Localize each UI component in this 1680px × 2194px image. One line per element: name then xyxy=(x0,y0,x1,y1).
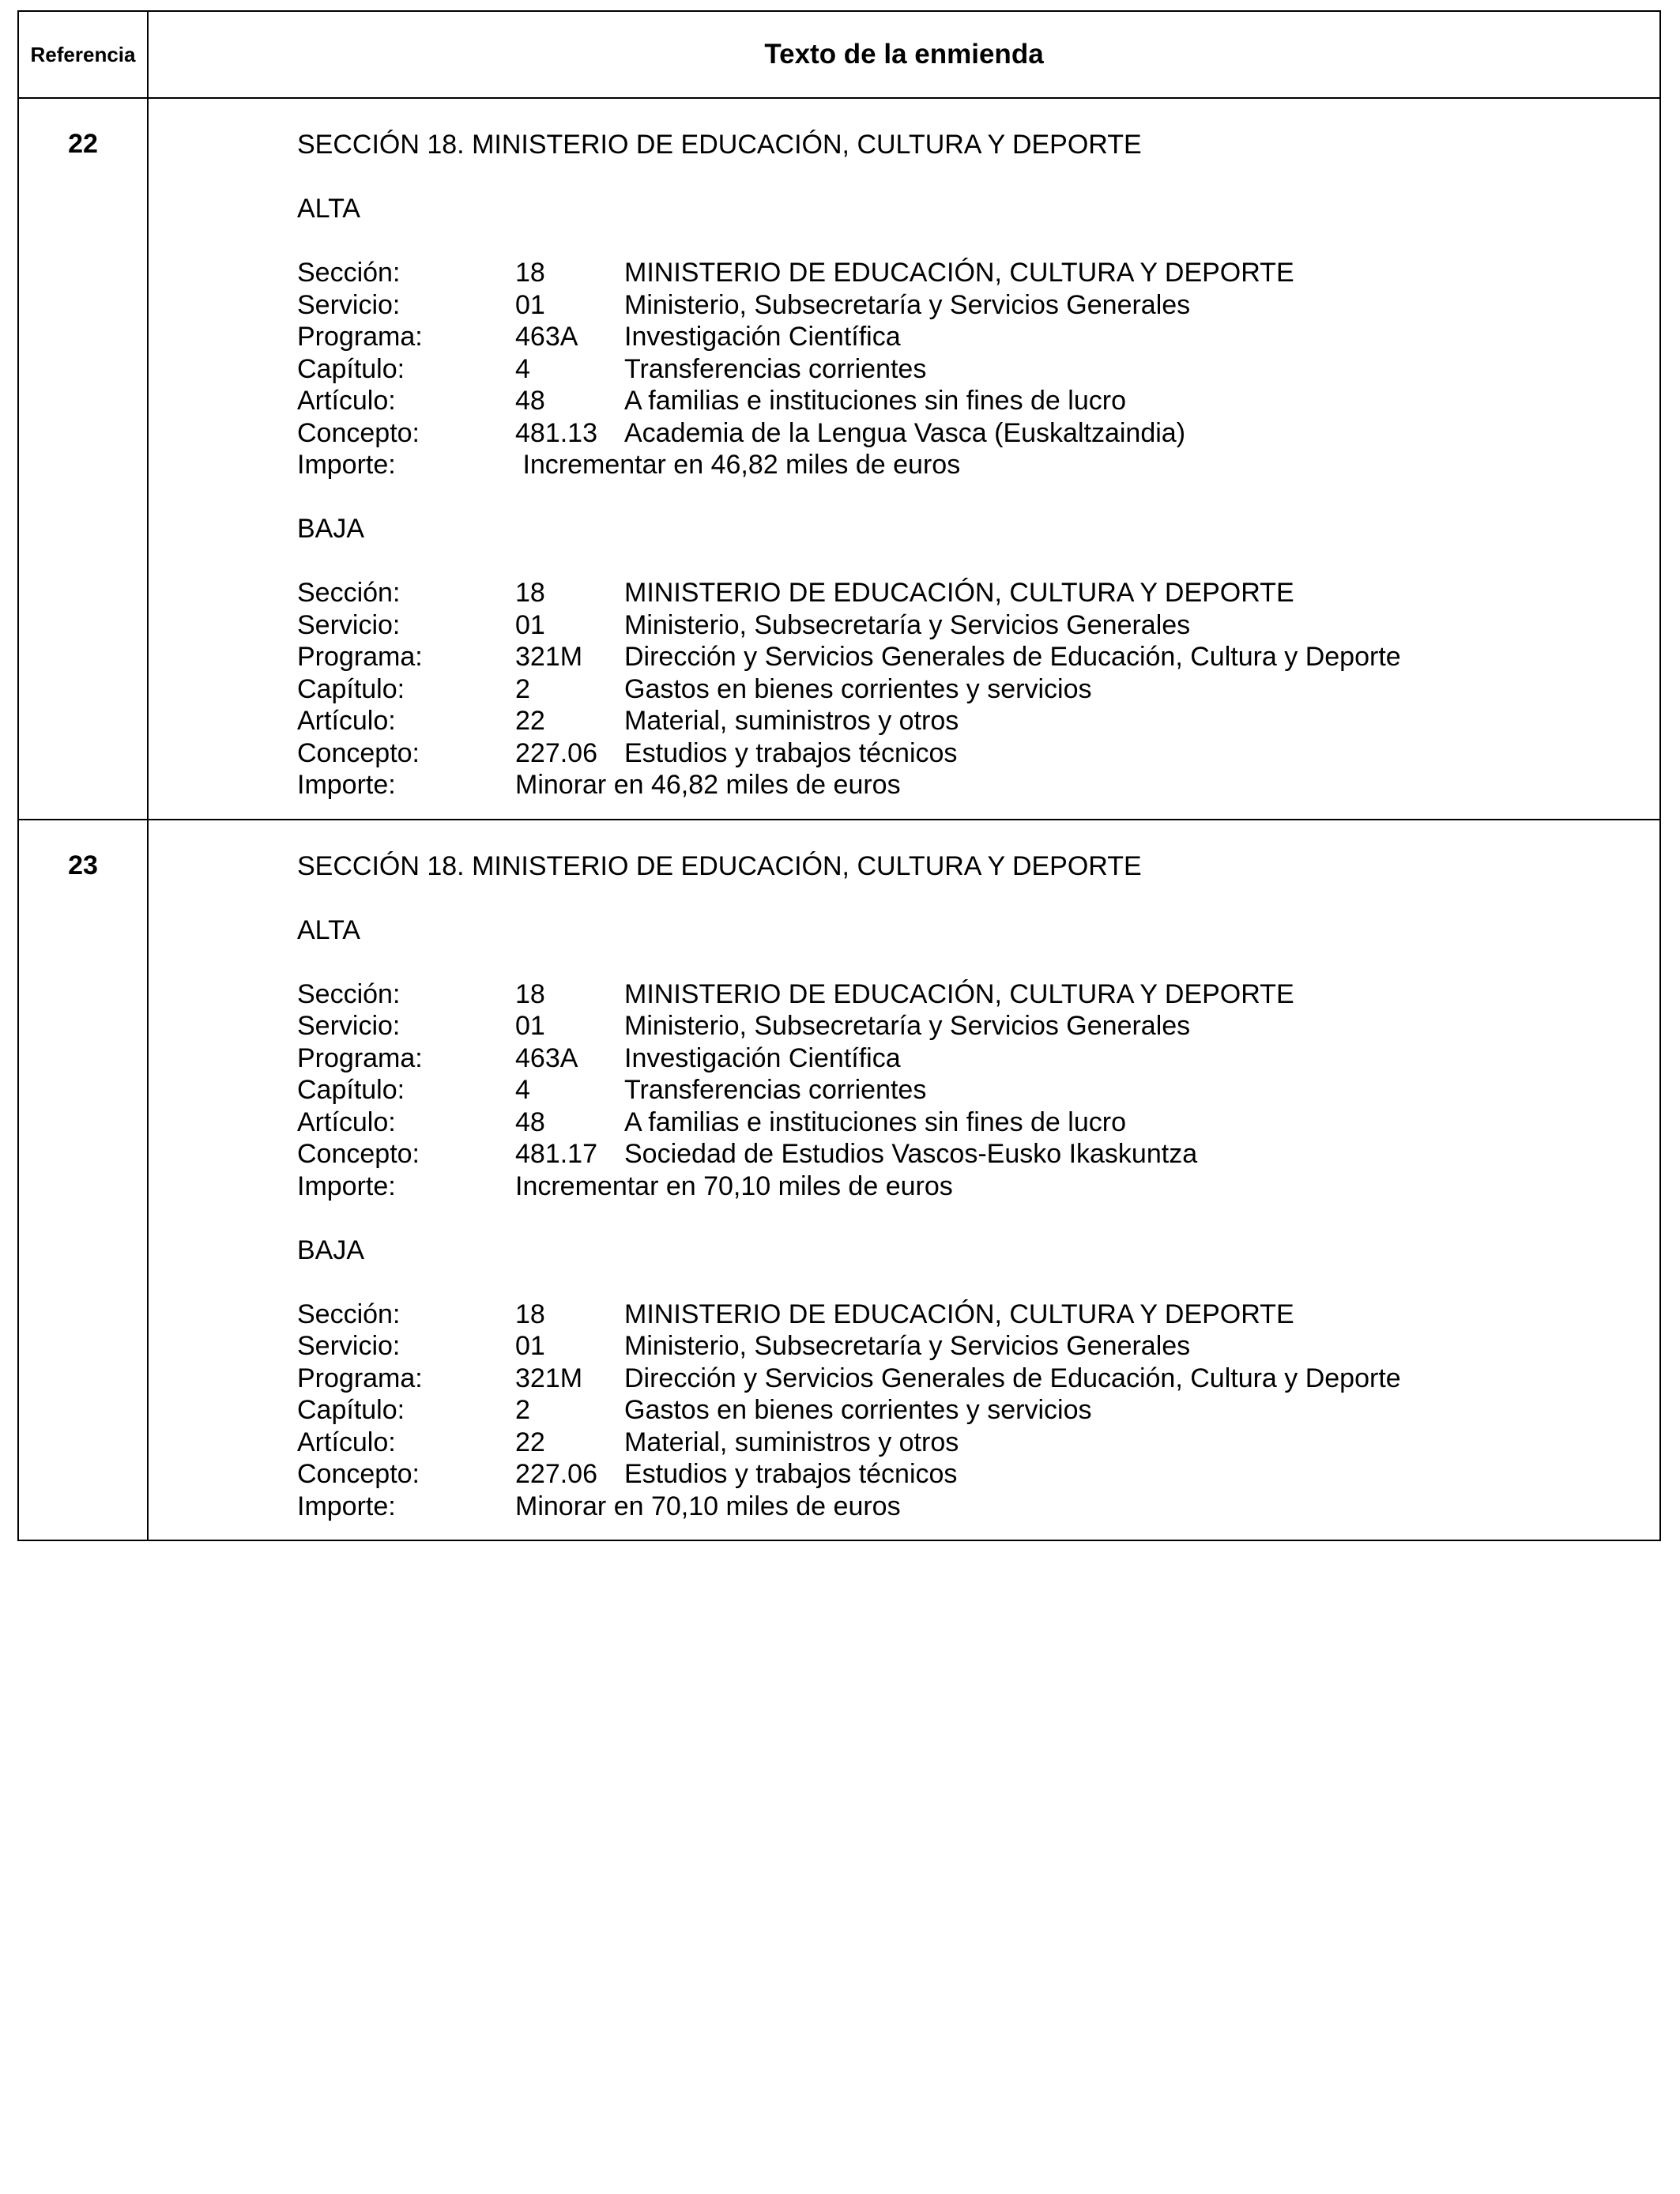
field-description: Material, suministros y otros xyxy=(624,1427,959,1457)
budget-field-row xyxy=(297,673,1659,706)
field-description: MINISTERIO DE EDUCACIÓN, CULTURA Y DEPORTE xyxy=(624,578,1294,608)
budget-field-row xyxy=(297,737,1659,770)
field-code: 01 xyxy=(515,1011,545,1041)
budget-field-row xyxy=(297,1458,1659,1491)
field-description: Sociedad de Estudios Vascos-Eusko Ikaskuntza xyxy=(624,1139,1198,1169)
field-label: Servicio: xyxy=(297,609,401,640)
amendment-text-cell xyxy=(148,98,1660,820)
budget-field-row xyxy=(297,1299,1659,1331)
field-label: Sección: xyxy=(297,1299,401,1329)
reference-number: 23 xyxy=(68,850,98,880)
field-description: MINISTERIO DE EDUCACIÓN, CULTURA Y DEPORTE xyxy=(624,258,1294,288)
importe-amount: Incrementar en 70,10 miles de euros xyxy=(515,1171,953,1201)
field-code: 01 xyxy=(515,1331,545,1361)
field-label: Capítulo: xyxy=(297,353,405,384)
field-code: 463A xyxy=(515,322,578,352)
field-label: Programa: xyxy=(297,1042,423,1073)
field-code: 18 xyxy=(515,258,545,288)
amendment-row xyxy=(18,820,1660,1541)
table-header-row xyxy=(18,11,1660,98)
field-code: 22 xyxy=(515,706,545,736)
field-code: 22 xyxy=(515,1427,545,1457)
field-code: 18 xyxy=(515,578,545,608)
field-label: Capítulo: xyxy=(297,1395,405,1425)
field-label: Artículo: xyxy=(297,706,396,736)
budget-field-row xyxy=(297,257,1659,289)
importe-amount: Minorar en 46,82 miles de euros xyxy=(515,770,901,800)
field-label: Servicio: xyxy=(297,1011,401,1041)
field-label: Programa: xyxy=(297,1363,423,1393)
field-label: Sección: xyxy=(297,258,401,288)
field-code: 48 xyxy=(515,1106,545,1137)
field-label: Sección: xyxy=(297,978,401,1009)
alta-label: ALTA xyxy=(297,914,360,945)
header-referencia: Referencia xyxy=(18,11,148,98)
importe-amount: Incrementar en 46,82 miles de euros xyxy=(515,450,961,480)
field-description: Investigación Científica xyxy=(624,1042,901,1073)
field-description: Estudios y trabajos técnicos xyxy=(624,1459,958,1489)
amendments-table xyxy=(17,10,1661,1541)
baja-label: BAJA xyxy=(297,1235,365,1265)
field-description: Ministerio, Subsecretaría y Servicios Generales xyxy=(624,1011,1191,1041)
importe-label: Importe: xyxy=(297,1491,396,1521)
budget-field-row xyxy=(297,609,1659,642)
budget-field-row xyxy=(297,1394,1659,1427)
field-code: 227.06 xyxy=(515,1459,597,1489)
header-texto-enmienda: Texto de la enmienda xyxy=(148,11,1660,98)
field-code: 18 xyxy=(515,978,545,1009)
importe-row xyxy=(297,1171,1659,1203)
budget-field-row xyxy=(297,641,1659,673)
section-title: SECCIÓN 18. MINISTERIO DE EDUCACIÓN, CULTURA Y DEPORTE xyxy=(297,130,1142,160)
reference-cell xyxy=(18,820,148,1541)
importe-amount: Minorar en 70,10 miles de euros xyxy=(515,1491,901,1521)
field-description: Transferencias corrientes xyxy=(624,353,927,384)
field-label: Capítulo: xyxy=(297,1075,405,1105)
field-code: 4 xyxy=(515,353,530,384)
field-label: Concepto: xyxy=(297,417,420,448)
field-description: Gastos en bienes corrientes y servicios xyxy=(624,1395,1092,1425)
baja-label: BAJA xyxy=(297,514,365,544)
field-code: 01 xyxy=(515,289,545,320)
baja-fields xyxy=(297,577,1659,801)
budget-field-row xyxy=(297,978,1659,1011)
field-description: Dirección y Servicios Generales de Educación, Cultura y Deporte xyxy=(624,642,1401,672)
amendment-row xyxy=(18,98,1660,820)
field-code: 481.17 xyxy=(515,1139,597,1169)
field-code: 321M xyxy=(515,642,583,672)
field-description: Ministerio, Subsecretaría y Servicios Generales xyxy=(624,609,1191,640)
alta-label: ALTA xyxy=(297,194,360,224)
field-label: Servicio: xyxy=(297,289,401,320)
baja-fields xyxy=(297,1299,1659,1523)
budget-field-row xyxy=(297,385,1659,417)
importe-label: Importe: xyxy=(297,1171,396,1201)
field-description: Ministerio, Subsecretaría y Servicios Generales xyxy=(624,1331,1191,1361)
section-title: SECCIÓN 18. MINISTERIO DE EDUCACIÓN, CULTURA Y DEPORTE xyxy=(297,850,1142,881)
importe-label: Importe: xyxy=(297,770,396,800)
reference-cell xyxy=(18,98,148,820)
field-description: Gastos en bienes corrientes y servicios xyxy=(624,673,1092,704)
amendments-body xyxy=(18,98,1660,1540)
field-description: Transferencias corrientes xyxy=(624,1075,927,1105)
field-label: Programa: xyxy=(297,322,423,352)
field-code: 48 xyxy=(515,386,545,416)
importe-row xyxy=(297,769,1659,801)
field-code: 4 xyxy=(515,1075,530,1105)
field-description: Estudios y trabajos técnicos xyxy=(624,737,958,768)
budget-field-row xyxy=(297,1042,1659,1075)
field-label: Servicio: xyxy=(297,1331,401,1361)
field-description: Academia de la Lengua Vasca (Euskaltzaindia) xyxy=(624,417,1186,448)
budget-field-row xyxy=(297,1010,1659,1042)
field-label: Artículo: xyxy=(297,1106,396,1137)
importe-label: Importe: xyxy=(297,450,396,480)
budget-field-row xyxy=(297,353,1659,386)
field-description: Dirección y Servicios Generales de Educación, Cultura y Deporte xyxy=(624,1363,1401,1393)
field-code: 463A xyxy=(515,1042,578,1073)
field-label: Concepto: xyxy=(297,737,420,768)
field-label: Artículo: xyxy=(297,1427,396,1457)
field-code: 321M xyxy=(515,1363,583,1393)
importe-row xyxy=(297,1491,1659,1523)
budget-field-row xyxy=(297,577,1659,609)
budget-field-row xyxy=(297,1106,1659,1139)
field-code: 01 xyxy=(515,609,545,640)
budget-field-row xyxy=(297,321,1659,353)
field-description: A familias e instituciones sin fines de lucro xyxy=(624,386,1126,416)
amendment-text-cell xyxy=(148,820,1660,1541)
field-code: 2 xyxy=(515,673,530,704)
field-description: Material, suministros y otros xyxy=(624,706,959,736)
field-label: Concepto: xyxy=(297,1459,420,1489)
alta-fields xyxy=(297,978,1659,1203)
field-description: Investigación Científica xyxy=(624,322,901,352)
budget-field-row xyxy=(297,1363,1659,1395)
field-description: MINISTERIO DE EDUCACIÓN, CULTURA Y DEPORTE xyxy=(624,978,1294,1009)
field-label: Artículo: xyxy=(297,386,396,416)
reference-number: 22 xyxy=(68,129,98,159)
field-code: 227.06 xyxy=(515,737,597,768)
budget-field-row xyxy=(297,289,1659,322)
budget-field-row xyxy=(297,1330,1659,1363)
importe-row xyxy=(297,449,1659,481)
field-description: Ministerio, Subsecretaría y Servicios Generales xyxy=(624,289,1191,320)
field-label: Concepto: xyxy=(297,1139,420,1169)
field-code: 18 xyxy=(515,1299,545,1329)
alta-fields xyxy=(297,257,1659,481)
budget-field-row xyxy=(297,417,1659,450)
budget-field-row xyxy=(297,1427,1659,1459)
field-label: Capítulo: xyxy=(297,673,405,704)
field-label: Programa: xyxy=(297,642,423,672)
budget-field-row xyxy=(297,1138,1659,1171)
budget-field-row xyxy=(297,1074,1659,1106)
field-label: Sección: xyxy=(297,578,401,608)
field-code: 2 xyxy=(515,1395,530,1425)
field-description: MINISTERIO DE EDUCACIÓN, CULTURA Y DEPORTE xyxy=(624,1299,1294,1329)
field-code: 481.13 xyxy=(515,417,597,448)
field-description: A familias e instituciones sin fines de lucro xyxy=(624,1106,1126,1137)
budget-field-row xyxy=(297,705,1659,737)
